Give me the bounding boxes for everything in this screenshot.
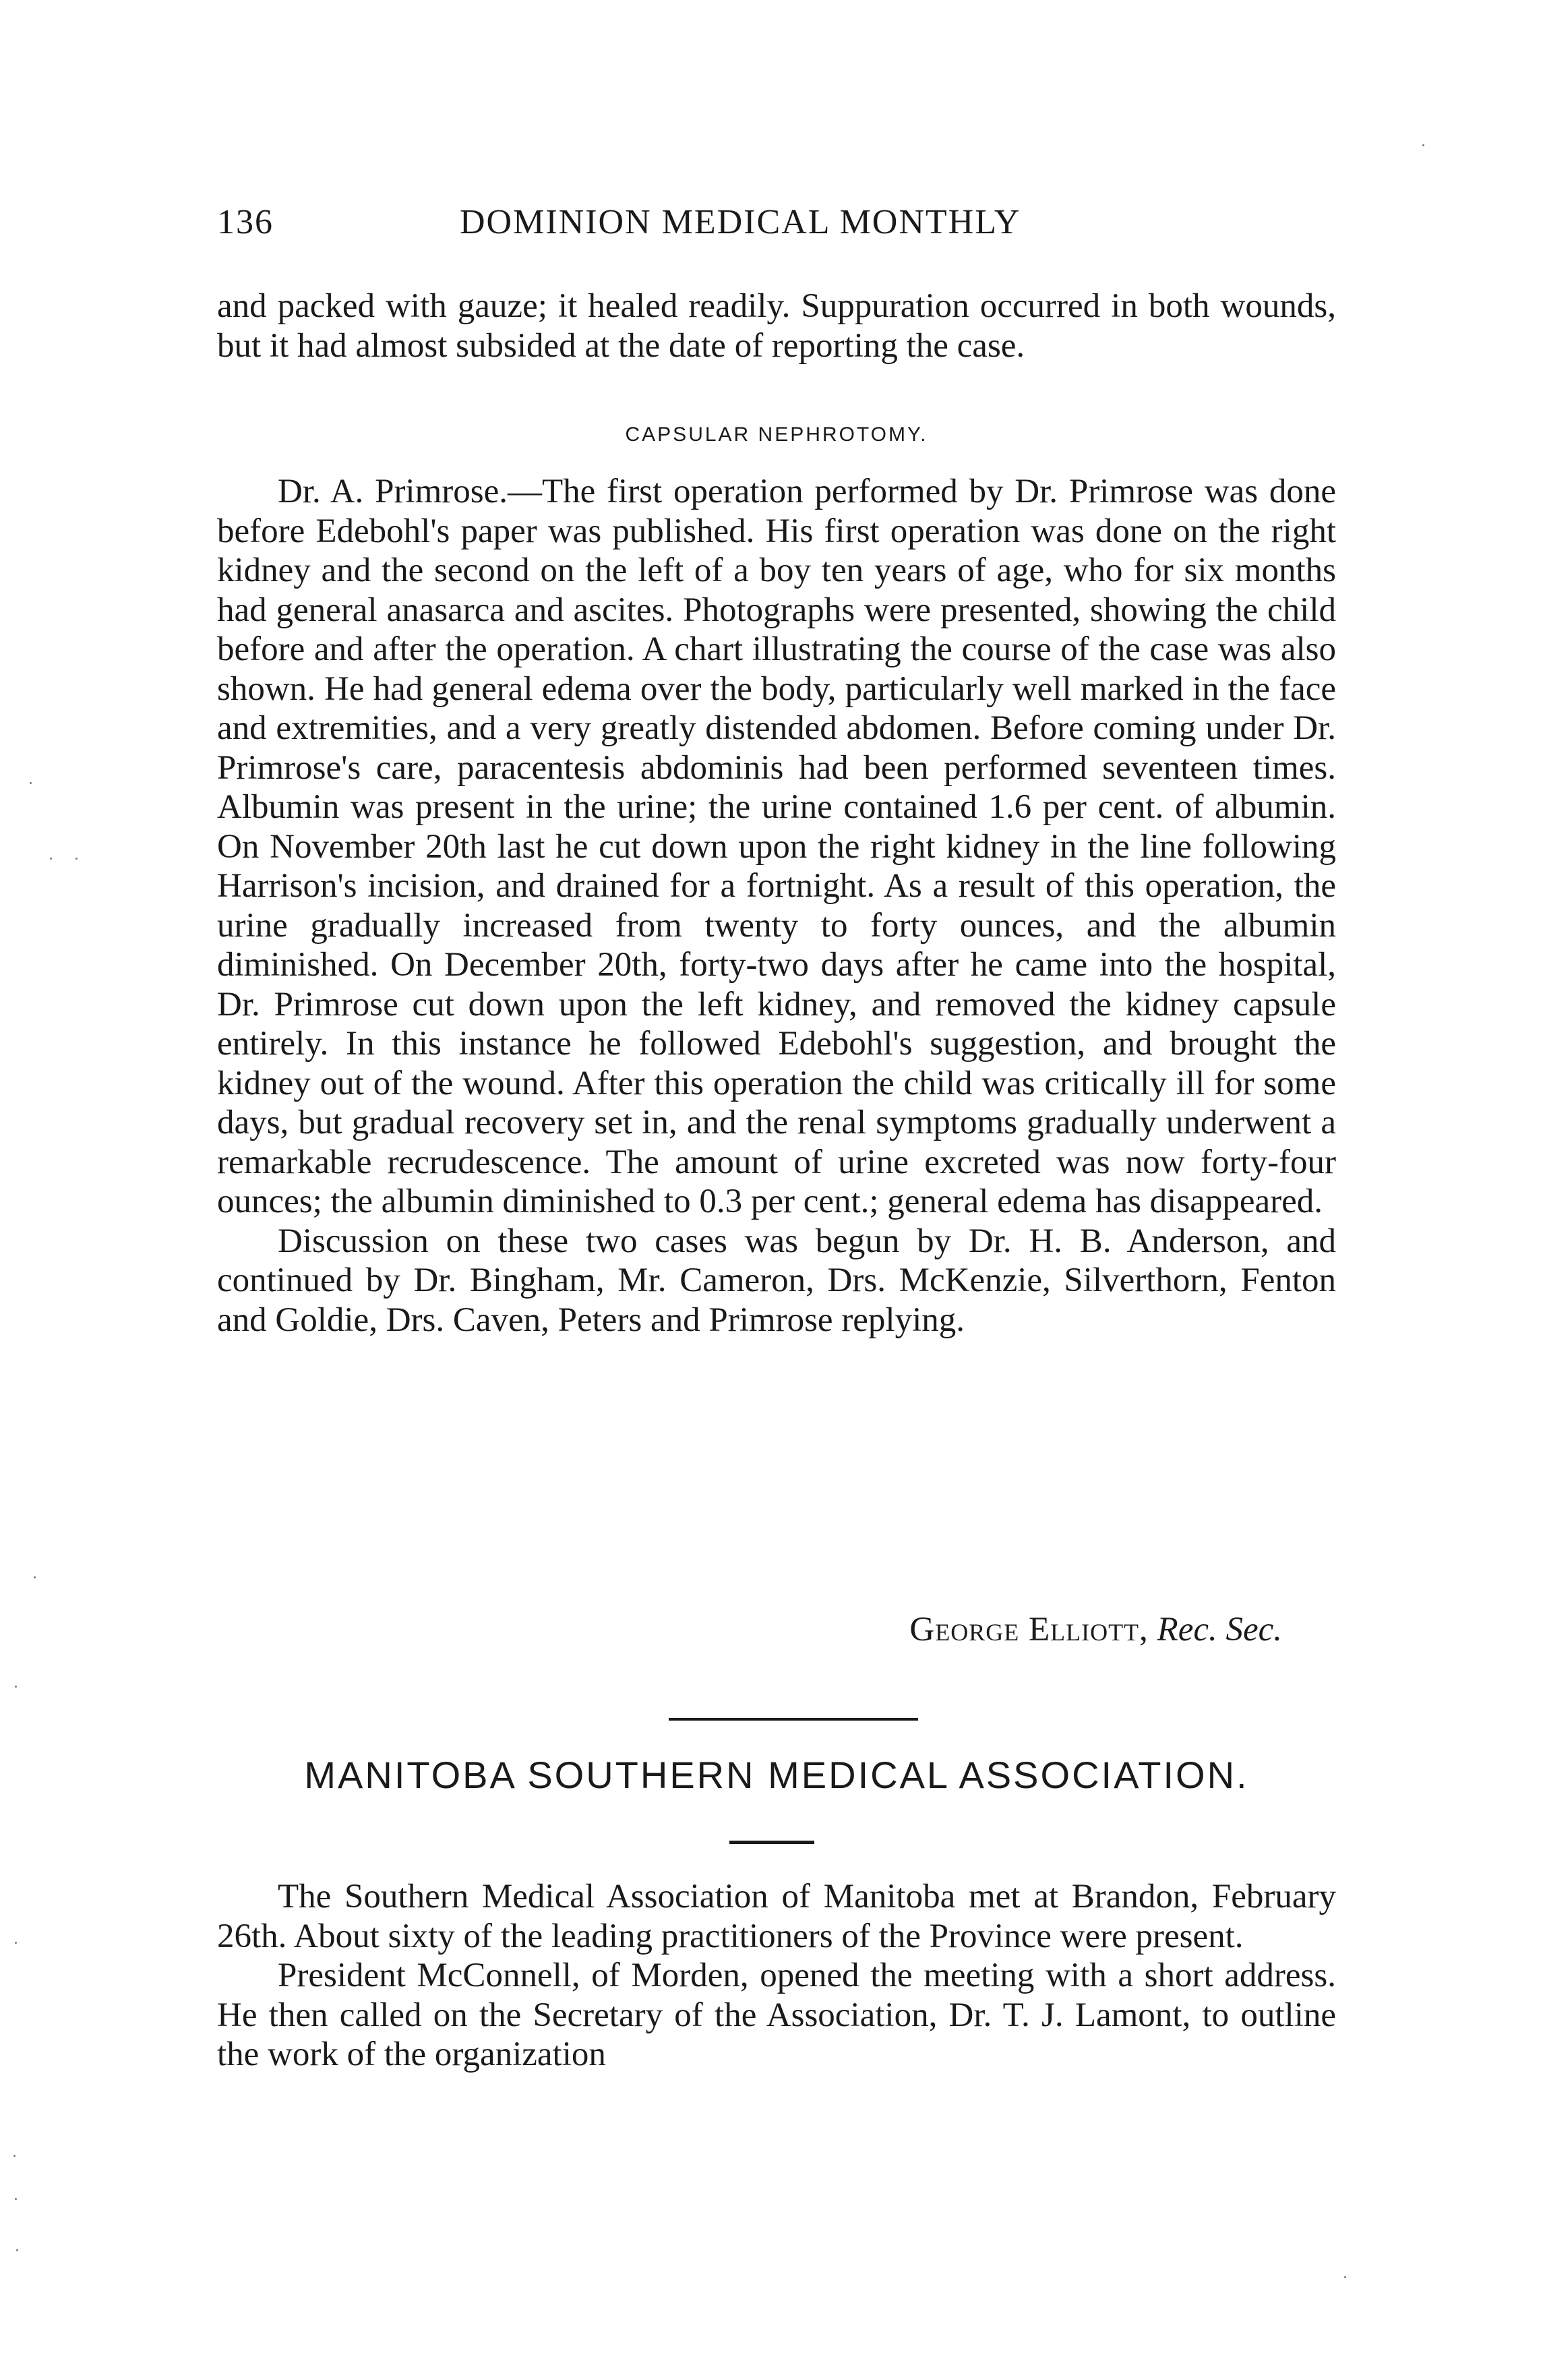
scan-speck	[1344, 2276, 1346, 2278]
meeting-paragraph: The Southern Medical Association of Manitoba met at Brandon, February 26th. About sixty of the leading practitioners of the Province were present.	[217, 1878, 1336, 1955]
manitoba-text-block	[217, 1877, 1336, 2075]
discussion-paragraph: Discussion on these two cases was begun by Dr. H. B. Anderson, and continued by Dr. Bingham, Mr. Cameron, Drs. McKenzie, Silverthorn, Fenton and Goldie, Drs. Caven, Peters and Primrose replying.	[217, 1222, 1336, 1339]
page-number: 136	[217, 203, 274, 241]
journal-title: DOMINION MEDICAL MONTHLY	[460, 203, 1021, 241]
signature-name: George Elliott,	[909, 1611, 1149, 1648]
intro-text-block	[217, 287, 1336, 365]
secretary-signature	[217, 1610, 1282, 1649]
scan-speck	[30, 782, 32, 784]
scan-speck	[50, 858, 52, 860]
scan-speck	[15, 1942, 17, 1944]
scan-speck	[15, 2198, 17, 2200]
running-head	[217, 202, 1336, 256]
scan-speck	[15, 1686, 17, 1688]
manitoba-section-heading: MANITOBA SOUTHERN MEDICAL ASSOCIATION.	[304, 1754, 1249, 1796]
primrose-report-paragraph: Dr. A. Primrose.—The first operation performed by Dr. Primrose was done before Edebohl's paper was published. His first operation was done on the right kidney and the second on the left of a boy ten years of age, who for six months had general anasarca and ascites. Photographs were presented, showing the child before and after the operation. A chart illustrating the course of the case was also shown. He had general edema over the body, particularly well marked in the face and extremities, and a very greatly distended abdomen. Before coming under Dr. Primrose's care, paracentesis abdominis had been performed seventeen times. Albumin was present in the urine; the urine contained 1.6 per cent. of albumin. On November 20th last he cut down upon the right kidney in the line following Harrison's incision, and drained for a fortnight. As a result of this operation, the urine gradually increased from twenty to forty ounces, and the albumin diminished. On December 20th, forty-two days after he came into the hospital, Dr. Primrose cut down upon the left kidney, and removed the kidney capsule entirely. In this instance he followed Edebohl's suggestion, and brought the kidney out of the wound. After this operation the child was critically ill for some days, but gradual recovery set in, and the renal symptoms gradually underwent a remarkable recrudescence. The amount of urine excreted was now forty-four ounces; the albumin diminished to 0.3 per cent.; general edema has disappeared.	[217, 473, 1336, 1220]
scan-speck	[34, 1576, 36, 1578]
capsular-text-block	[217, 472, 1336, 1340]
scan-speck	[13, 2155, 16, 2157]
signature-title: Rec. Sec.	[1157, 1611, 1282, 1648]
scan-speck	[1422, 144, 1424, 146]
president-paragraph: President McConnell, of Morden, opened the meeting with a short address. He then called on the Secretary of the Association, Dr. T. J. Lamont, to outline the work of the organization	[217, 1957, 1336, 2073]
section-divider-rule	[669, 1718, 918, 1721]
capsular-nephrotomy-heading: CAPSULAR NEPHROTOMY.	[625, 423, 928, 446]
intro-paragraph: and packed with gauze; it healed readily. Suppuration occurred in both wounds, but it had almost subsided at the date of reporting the case.	[217, 287, 1336, 365]
scan-speck	[75, 858, 78, 860]
scan-speck	[16, 2249, 18, 2251]
heading-underline-rule	[729, 1841, 814, 1844]
